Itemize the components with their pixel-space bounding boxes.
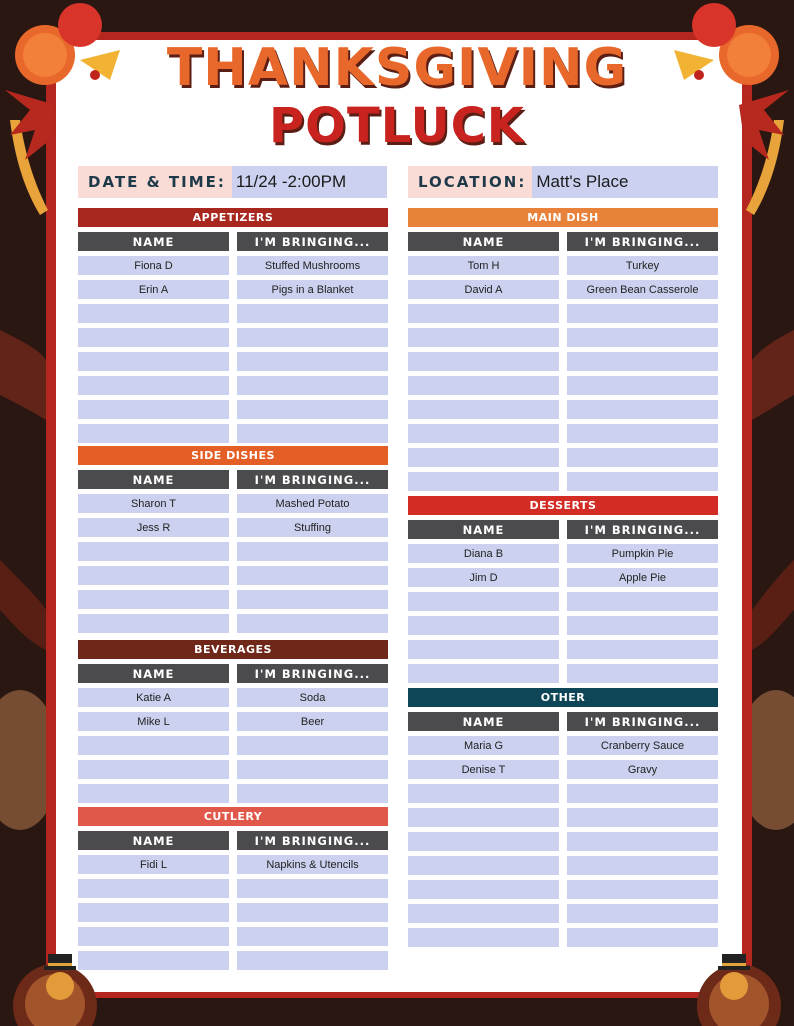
cutlery-header: CUTLERY	[78, 807, 388, 826]
item-cell[interactable]	[237, 400, 388, 419]
appetizers-section	[78, 208, 388, 448]
item-cell[interactable]	[237, 951, 388, 970]
item-cell[interactable]	[567, 376, 718, 395]
name-cell[interactable]	[78, 760, 229, 779]
signup-row	[78, 280, 388, 299]
signup-row	[408, 832, 718, 851]
item-cell[interactable]: Mashed Potato	[237, 494, 388, 513]
name-cell[interactable]	[408, 904, 559, 923]
column-headers	[78, 470, 388, 489]
name-cell[interactable]	[78, 424, 229, 443]
name-column-header: NAME	[78, 831, 229, 850]
signup-row	[78, 927, 388, 946]
signup-row	[78, 328, 388, 347]
signup-row	[408, 736, 718, 755]
signup-row	[78, 736, 388, 755]
signup-row	[78, 494, 388, 513]
name-cell[interactable]: Katie A	[78, 688, 229, 707]
location-value[interactable]: Matt's Place	[536, 172, 629, 191]
item-cell[interactable]	[567, 808, 718, 827]
signup-row	[408, 328, 718, 347]
appetizers-header: APPETIZERS	[78, 208, 388, 227]
signup-row	[78, 590, 388, 609]
beverages-header: BEVERAGES	[78, 640, 388, 659]
bringing-column-header: I'M BRINGING...	[567, 712, 718, 731]
item-cell[interactable]	[237, 760, 388, 779]
signup-row	[78, 256, 388, 275]
signup-row	[408, 568, 718, 587]
name-cell[interactable]: Maria G	[408, 736, 559, 755]
name-cell[interactable]	[78, 542, 229, 561]
name-cell[interactable]	[78, 879, 229, 898]
item-cell[interactable]	[567, 856, 718, 875]
signup-row	[408, 640, 718, 659]
desserts-section	[408, 496, 718, 688]
item-cell[interactable]: Turkey	[567, 256, 718, 275]
column-headers	[408, 232, 718, 251]
item-cell[interactable]	[237, 566, 388, 585]
signup-row	[408, 280, 718, 299]
item-cell[interactable]	[237, 903, 388, 922]
name-cell[interactable]	[408, 424, 559, 443]
name-cell[interactable]	[78, 376, 229, 395]
signup-row	[408, 376, 718, 395]
signup-row	[408, 760, 718, 779]
bringing-column-header: I'M BRINGING...	[567, 232, 718, 251]
name-cell[interactable]	[78, 566, 229, 585]
item-cell[interactable]: Stuffed Mushrooms	[237, 256, 388, 275]
item-cell[interactable]	[237, 424, 388, 443]
signup-row	[78, 712, 388, 731]
location-field[interactable]	[408, 166, 718, 198]
signup-row	[78, 760, 388, 779]
signup-row	[78, 400, 388, 419]
item-cell[interactable]	[237, 927, 388, 946]
item-cell[interactable]	[567, 664, 718, 683]
desserts-header: DESSERTS	[408, 496, 718, 515]
column-headers	[78, 664, 388, 683]
item-cell[interactable]	[237, 736, 388, 755]
signup-row	[408, 856, 718, 875]
signup-row	[408, 472, 718, 491]
main-dish-section	[408, 208, 718, 496]
name-column-header: NAME	[78, 470, 229, 489]
name-column-header: NAME	[78, 664, 229, 683]
name-cell[interactable]	[408, 832, 559, 851]
item-cell[interactable]	[567, 904, 718, 923]
name-cell[interactable]	[78, 927, 229, 946]
bringing-column-header: I'M BRINGING...	[567, 520, 718, 539]
other-section	[408, 688, 718, 952]
name-cell[interactable]: Erin A	[78, 280, 229, 299]
page-title-line-2: POTLUCK	[269, 98, 525, 154]
name-cell[interactable]	[408, 592, 559, 611]
item-cell[interactable]	[237, 328, 388, 347]
name-cell[interactable]	[408, 808, 559, 827]
item-cell[interactable]: Apple Pie	[567, 568, 718, 587]
name-cell[interactable]	[408, 400, 559, 419]
item-cell[interactable]	[567, 448, 718, 467]
name-column-header: NAME	[408, 232, 559, 251]
beverages-section	[78, 640, 388, 808]
name-cell[interactable]	[78, 304, 229, 323]
name-cell[interactable]	[408, 880, 559, 899]
signup-row	[408, 664, 718, 683]
item-cell[interactable]	[567, 640, 718, 659]
item-cell[interactable]	[567, 400, 718, 419]
signup-row	[78, 542, 388, 561]
item-cell[interactable]: Green Bean Casserole	[567, 280, 718, 299]
name-column-header: NAME	[408, 520, 559, 539]
page-title-line-1: THANKSGIVING	[166, 38, 628, 98]
side-dishes-header: SIDE DISHES	[78, 446, 388, 465]
signup-row	[78, 566, 388, 585]
name-cell[interactable]: Jess R	[78, 518, 229, 537]
name-cell[interactable]	[408, 352, 559, 371]
item-cell[interactable]	[237, 879, 388, 898]
main-dish-header: MAIN DISH	[408, 208, 718, 227]
signup-row	[78, 855, 388, 874]
signup-row	[408, 424, 718, 443]
signup-row	[408, 592, 718, 611]
signup-row	[78, 903, 388, 922]
signup-row	[78, 424, 388, 443]
column-headers	[408, 520, 718, 539]
column-headers	[78, 232, 388, 251]
item-cell[interactable]	[567, 304, 718, 323]
name-cell[interactable]	[78, 951, 229, 970]
signup-row	[408, 544, 718, 563]
name-cell[interactable]	[78, 784, 229, 803]
item-cell[interactable]: Cranberry Sauce	[567, 736, 718, 755]
name-cell[interactable]	[408, 616, 559, 635]
date-time-field[interactable]	[78, 166, 387, 198]
item-cell[interactable]	[237, 784, 388, 803]
item-cell[interactable]	[567, 928, 718, 947]
item-cell[interactable]	[567, 472, 718, 491]
item-cell[interactable]	[567, 880, 718, 899]
turkey-icon	[684, 946, 794, 1026]
name-cell[interactable]	[408, 376, 559, 395]
signup-row	[408, 880, 718, 899]
item-cell[interactable]: Soda	[237, 688, 388, 707]
signup-row	[78, 352, 388, 371]
signup-row	[408, 616, 718, 635]
name-cell[interactable]	[408, 304, 559, 323]
name-cell[interactable]: Tom H	[408, 256, 559, 275]
bringing-column-header: I'M BRINGING...	[237, 470, 388, 489]
item-cell[interactable]	[567, 592, 718, 611]
name-cell[interactable]	[408, 928, 559, 947]
name-cell[interactable]	[78, 352, 229, 371]
name-cell[interactable]	[408, 472, 559, 491]
item-cell[interactable]	[237, 376, 388, 395]
signup-row	[78, 951, 388, 970]
location-label: LOCATION:	[408, 166, 532, 198]
name-cell[interactable]	[408, 448, 559, 467]
item-cell[interactable]	[567, 424, 718, 443]
signup-row	[408, 784, 718, 803]
name-cell[interactable]	[408, 664, 559, 683]
item-cell[interactable]: Beer	[237, 712, 388, 731]
name-cell[interactable]	[408, 640, 559, 659]
name-cell[interactable]: Mike L	[78, 712, 229, 731]
name-cell[interactable]: Fiona D	[78, 256, 229, 275]
signup-row	[78, 614, 388, 633]
side-dishes-section	[78, 446, 388, 638]
item-cell[interactable]	[237, 590, 388, 609]
name-cell[interactable]	[78, 903, 229, 922]
item-cell[interactable]: Napkins & Utencils	[237, 855, 388, 874]
date-time-value[interactable]: 11/24 -2:00PM	[235, 172, 347, 191]
item-cell[interactable]: Pigs in a Blanket	[237, 280, 388, 299]
name-column-header: NAME	[408, 712, 559, 731]
name-cell[interactable]: Diana B	[408, 544, 559, 563]
name-cell[interactable]: Jim D	[408, 568, 559, 587]
name-cell[interactable]	[78, 736, 229, 755]
signup-row	[78, 879, 388, 898]
signup-row	[408, 304, 718, 323]
column-headers	[78, 831, 388, 850]
signup-row	[78, 518, 388, 537]
signup-row	[78, 688, 388, 707]
item-cell[interactable]	[237, 304, 388, 323]
signup-row	[78, 376, 388, 395]
item-cell[interactable]	[567, 352, 718, 371]
name-cell[interactable]	[408, 328, 559, 347]
item-cell[interactable]	[567, 616, 718, 635]
name-column-header: NAME	[78, 232, 229, 251]
name-cell[interactable]: Fidi L	[78, 855, 229, 874]
bringing-column-header: I'M BRINGING...	[237, 232, 388, 251]
name-cell[interactable]	[78, 590, 229, 609]
item-cell[interactable]	[567, 832, 718, 851]
name-cell[interactable]	[78, 400, 229, 419]
item-cell[interactable]	[237, 542, 388, 561]
signup-row	[408, 352, 718, 371]
item-cell[interactable]	[237, 614, 388, 633]
name-cell[interactable]: David A	[408, 280, 559, 299]
item-cell[interactable]	[237, 352, 388, 371]
item-cell[interactable]: Stuffing	[237, 518, 388, 537]
name-cell[interactable]	[408, 856, 559, 875]
signup-row	[408, 808, 718, 827]
name-cell[interactable]	[78, 328, 229, 347]
signup-row	[408, 448, 718, 467]
signup-row	[78, 304, 388, 323]
signup-row	[408, 400, 718, 419]
bringing-column-header: I'M BRINGING...	[237, 831, 388, 850]
other-header: OTHER	[408, 688, 718, 707]
column-headers	[408, 712, 718, 731]
name-cell[interactable]: Denise T	[408, 760, 559, 779]
cutlery-section	[78, 807, 388, 975]
item-cell[interactable]	[567, 328, 718, 347]
signup-row	[78, 784, 388, 803]
date-time-label: DATE & TIME:	[78, 166, 232, 198]
item-cell[interactable]	[567, 784, 718, 803]
bringing-column-header: I'M BRINGING...	[237, 664, 388, 683]
signup-row	[408, 256, 718, 275]
item-cell[interactable]: Gravy	[567, 760, 718, 779]
name-cell[interactable]	[78, 614, 229, 633]
signup-row	[408, 904, 718, 923]
signup-row	[408, 928, 718, 947]
name-cell[interactable]	[408, 784, 559, 803]
item-cell[interactable]: Pumpkin Pie	[567, 544, 718, 563]
name-cell[interactable]: Sharon T	[78, 494, 229, 513]
